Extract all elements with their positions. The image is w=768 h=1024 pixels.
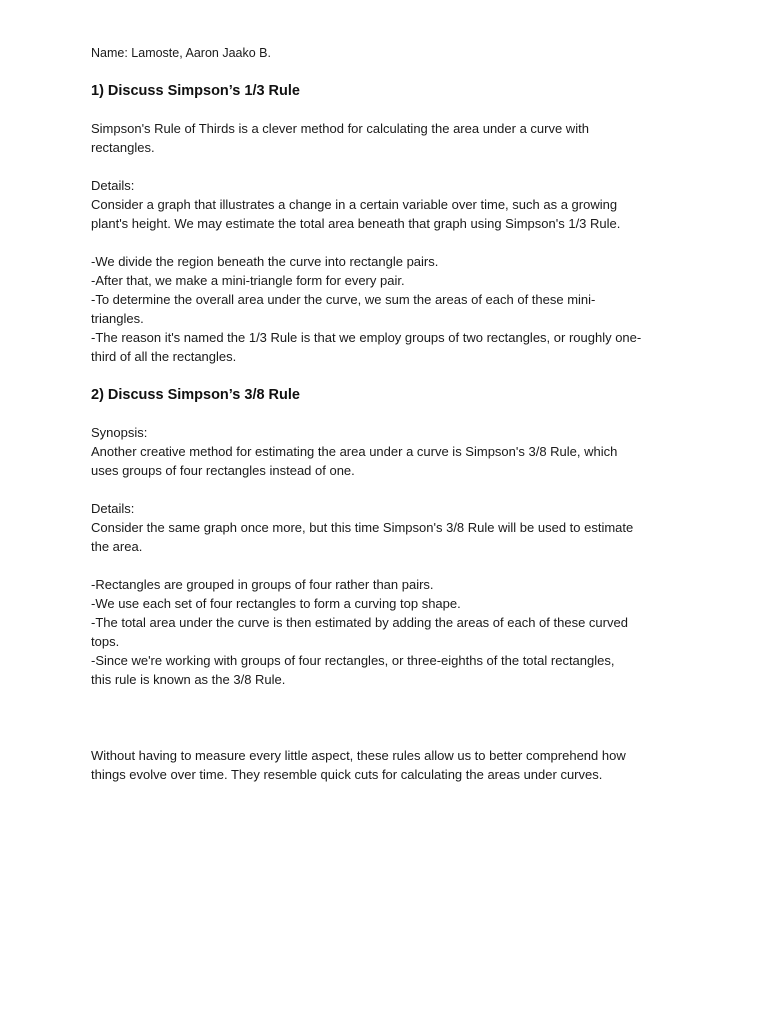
bullet-line: -We divide the region beneath the curve into rectangle pairs. [91,254,439,269]
text-line: Consider a graph that illustrates a change in a certain variable over time, such as a growing [91,197,618,212]
text-line: Consider the same graph once more, but this time Simpson's 3/8 Rule will be used to estimate [91,520,634,535]
details-label: Details: [91,178,135,193]
text-line: Another creative method for estimating the area under a curve is Simpson's 3/8 Rule, which [91,444,618,459]
document-page [91,44,691,784]
text-line: plant's height. We may estimate the total area beneath that graph using Simpson's 1/3 Rule. [91,216,621,231]
text-line: rectangles. [91,140,155,155]
text-line: Without having to measure every little aspect, these rules allow us to better comprehend how [91,748,626,763]
text-line: uses groups of four rectangles instead of one. [91,463,355,478]
bullet-line: third of all the rectangles. [91,349,237,364]
text-line: Simpson's Rule of Thirds is a clever method for calculating the area under a curve with [91,121,589,136]
section1-intro [91,119,691,157]
conclusion [91,746,691,784]
section2-points [91,575,691,689]
bullet-line: triangles. [91,311,144,326]
section-simpsons-one-third [91,81,691,366]
bullet-line: -Since we're working with groups of four rectangles, or three-eighths of the total rectangles, [91,653,615,668]
section2-details [91,499,691,556]
synopsis-label: Synopsis: [91,425,148,440]
section2-heading: 2) Discuss Simpson’s 3/8 Rule [91,387,300,403]
text-line: the area. [91,539,143,554]
section-simpsons-three-eighths [91,385,691,689]
bullet-line: this rule is known as the 3/8 Rule. [91,672,286,687]
text-line: things evolve over time. They resemble quick cuts for calculating the areas under curves. [91,767,603,782]
bullet-line: tops. [91,634,120,649]
section1-points [91,252,691,366]
bullet-line: -The reason it's named the 1/3 Rule is that we employ groups of two rectangles, or roughly one- [91,330,642,345]
section1-heading: 1) Discuss Simpson’s 1/3 Rule [91,83,300,99]
author-name: Name: Lamoste, Aaron Jaako B. [91,46,271,60]
section1-details [91,176,691,233]
bullet-line: -We use each set of four rectangles to form a curving top shape. [91,596,461,611]
bullet-line: -Rectangles are grouped in groups of four rather than pairs. [91,577,434,592]
section2-synopsis [91,423,691,480]
details-label: Details: [91,501,135,516]
bullet-line: -After that, we make a mini-triangle form for every pair. [91,273,405,288]
bullet-line: -To determine the overall area under the curve, we sum the areas of each of these mini- [91,292,596,307]
bullet-line: -The total area under the curve is then estimated by adding the areas of each of these curved [91,615,628,630]
